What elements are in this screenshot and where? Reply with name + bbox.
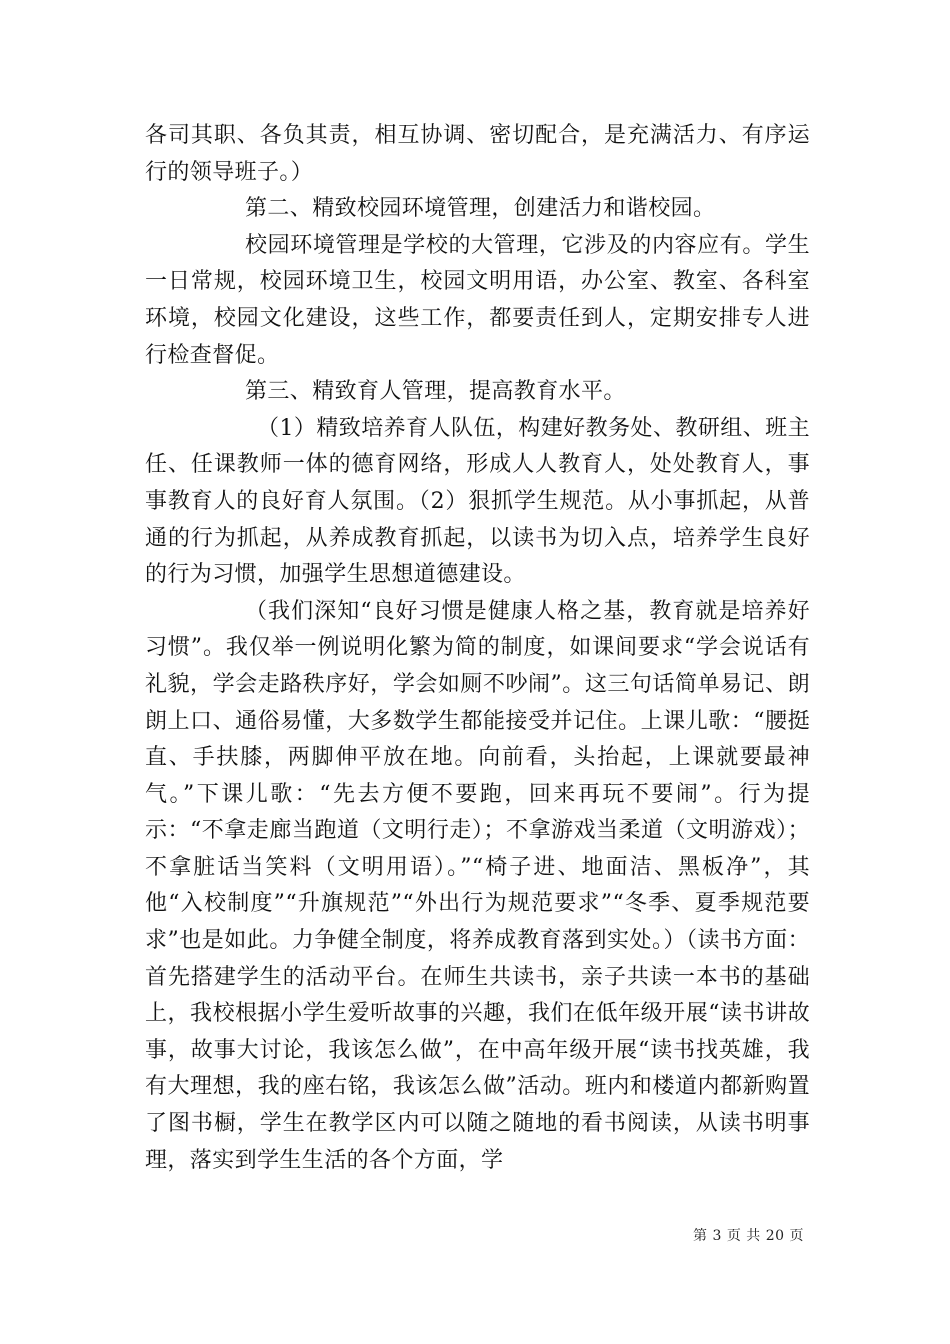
heading-education-management: 第三、精致育人管理，提高教育水平。 [245,379,626,405]
page-number-footer: 第 3 页 共 20 页 [693,1228,804,1244]
paragraph-habits-and-reading: （我们深知“良好习惯是健康人格之基，教育就是培养好习惯”。我仅举一例说明化繁为简的制度，如课间要求“学会说话有礼貌，学会走路秩序好，学会如厕不吵闹”。这三句话简单易记、朗朗上口、通俗易懂，大多数学生都能接受并记住。上课儿歌：“腰挺直、手扶膝，两脚伸平放在地。向前看，头抬起，上课就要最神气。”下课儿歌：“先去方便不要跑，回来再玩不要闹”。行为提示：“不拿走廊当跑道（文明行走）；不拿游戏当柔道（文明游戏）；不拿脏话当笑料（文明用语）。”“椅子进、地面洁、黑板净”，其他“入校制度”“升旗规范”“外出行为规范要求”“冬季、夏季规范要求”也是如此。力争健全制度，将养成教育落到实处。）（读书方面：首先搭建学生的活动平台。在师生共读书，亲子共读一本书的基础上，我校根据小学生爱听故事的兴趣，我们在低年级开展“读书讲故事，故事大讨论，我该怎么做”，在中高年级开展“读书找英雄，我有大理想，我的座右铭，我该怎么做”活动。班内和楼道内都新购置了图书橱，学生在教学区内可以随之随地的看书阅读，从读书明事理，落实到学生生活的各个方面，学 [145,598,810,1173]
paragraph-leadership-continuation: 各司其职、各负其责，相互协调、密切配合，是充满活力、有序运行的领导班子。） [145,123,810,185]
paragraph-education-team: （1）精致培养育人队伍，构建好教务处、教研组、班主任、任课教师一体的德育网络，形成人人教育人，处处教育人，事事教育人的良好育人氛围。（2）狠抓学生规范。从小事抓起，从普通的行为抓起，从养成教育抓起，以读书为切入点，培养学生良好的行为习惯，加强学生思想道德建设。 [145,415,810,588]
heading-campus-environment: 第二、精致校园环境管理，创建活力和谐校园。 [245,196,716,222]
paragraph-campus-environment: 校园环境管理是学校的大管理，它涉及的内容应有。学生一日常规，校园环境卫生，校园文明用语，办公室、教室、各科室环境，校园文化建设，这些工作，都要责任到人，定期安排专人进行检查督促。 [145,232,810,368]
document-body [145,118,810,1179]
